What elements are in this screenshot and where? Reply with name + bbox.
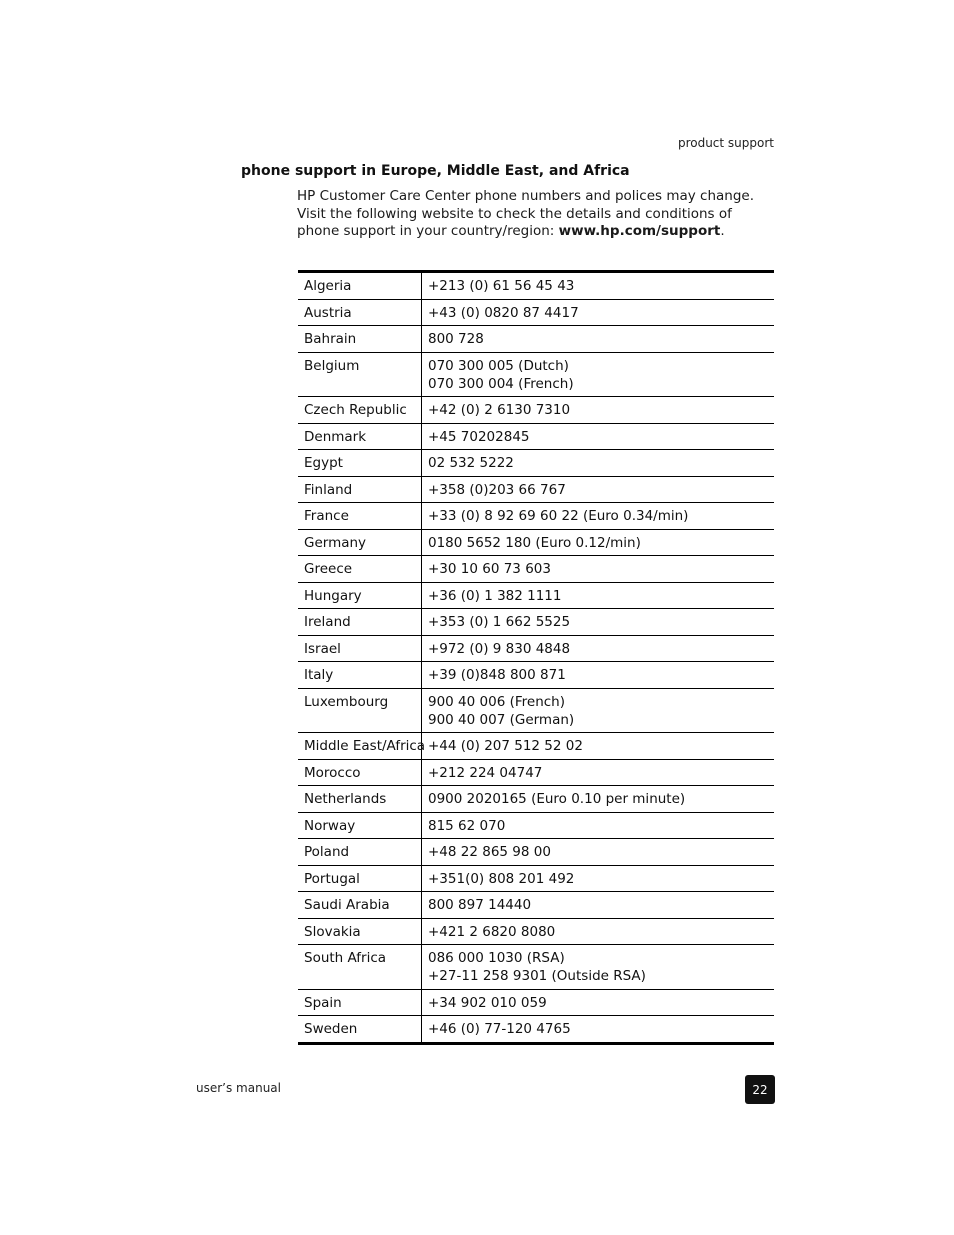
phone-cell [422,397,774,423]
phone-support-table [298,270,774,1045]
phone-cell [422,477,774,503]
country-cell: Germany [298,530,422,556]
phone-number: 0900 2020165 (Euro 0.10 per minute) [428,791,686,807]
table-row [298,353,774,398]
phone-number: 070 300 005 (Dutch) [428,357,569,374]
phone-cell [422,839,774,865]
country-cell: Netherlands [298,786,422,812]
section-title: phone support in Europe, Middle East, and Africa [241,163,630,179]
phone-number: +972 (0) 9 830 4848 [428,640,571,657]
phone-number: +351(0) 808 201 492 [428,870,575,887]
phone-number: +42 (0) 2 6130 7310 [428,402,571,418]
phone-cell [422,353,774,397]
country-cell: Morocco [298,760,422,786]
table-row [298,919,774,946]
table-row [298,503,774,530]
phone-number: 070 300 004 (French) [428,375,574,392]
country-cell: Hungary [298,583,422,609]
phone-number: 815 62 070 [428,817,506,834]
country-cell: France [298,503,422,529]
intro-text: HP Customer Care Center phone numbers and polices may change. Visit the following website to check the details and conditions of phone support in your country/region: [297,188,755,239]
phone-cell [422,866,774,892]
table-row [298,556,774,583]
table-row [298,530,774,557]
phone-number: +36 (0) 1 382 1111 [428,587,562,604]
country-cell: Israel [298,636,422,662]
running-header: product support [677,136,774,150]
country-cell: Algeria [298,273,422,299]
support-url-link[interactable]: www.hp.com/support [558,223,721,239]
phone-cell [422,892,774,918]
table-row [298,689,774,734]
phone-number: 0180 5652 180 (Euro 0.12/min) [428,534,641,551]
phone-cell [422,530,774,556]
country-cell: Luxembourg [298,689,422,733]
phone-cell [422,609,774,635]
phone-cell [422,503,774,529]
phone-cell [422,326,774,352]
footer-manual-label: user’s manual [196,1081,281,1095]
table-row [298,636,774,663]
phone-number: +212 224 04747 [428,764,543,781]
phone-cell [422,689,774,733]
phone-cell [422,990,774,1016]
intro-end: . [720,223,725,239]
phone-number: +34 902 010 059 [428,994,547,1011]
phone-cell [422,556,774,582]
phone-cell [422,733,774,759]
phone-cell [422,636,774,662]
phone-number: 02 532 5222 [428,455,514,471]
table-row [298,397,774,424]
phone-cell [422,786,774,812]
country-cell: Finland [298,477,422,503]
table-row [298,273,774,300]
phone-cell [422,919,774,945]
phone-cell [422,813,774,839]
intro-paragraph [297,188,777,241]
country-cell: Egypt [298,450,422,476]
phone-number: 800 728 [428,331,484,347]
country-cell: Poland [298,839,422,865]
country-cell: Czech Republic [298,397,422,423]
phone-number: +45 70202845 [428,428,530,445]
phone-cell [422,450,774,476]
table-row [298,786,774,813]
phone-number: 900 40 007 (German) [428,711,575,728]
phone-number: +46 (0) 77-120 4765 [428,1021,571,1037]
country-cell: Greece [298,556,422,582]
phone-cell [422,662,774,688]
phone-number: +44 (0) 207 512 52 02 [428,738,583,754]
country-cell: South Africa [298,945,422,989]
table-row [298,326,774,353]
country-cell: Belgium [298,353,422,397]
page-number-badge: 22 [745,1075,775,1104]
table-row [298,892,774,919]
phone-cell [422,760,774,786]
country-cell: Slovakia [298,919,422,945]
table-row [298,477,774,504]
country-cell: Ireland [298,609,422,635]
phone-cell [422,300,774,326]
phone-number: +30 10 60 73 603 [428,561,551,577]
country-cell: Saudi Arabia [298,892,422,918]
table-row [298,813,774,840]
phone-cell [422,1016,774,1042]
table-row [298,300,774,327]
phone-number: +213 (0) 61 56 45 43 [428,278,575,294]
country-cell: Bahrain [298,326,422,352]
table-row [298,945,774,990]
country-cell: Portugal [298,866,422,892]
table-row [298,424,774,451]
country-cell: Denmark [298,424,422,450]
table-row [298,839,774,866]
phone-number: +43 (0) 0820 87 4417 [428,304,579,321]
country-cell: Sweden [298,1016,422,1042]
table-row [298,662,774,689]
phone-number: +358 (0)203 66 767 [428,481,566,498]
phone-number: +48 22 865 98 00 [428,844,551,860]
table-row [298,866,774,893]
country-cell: Norway [298,813,422,839]
phone-number: +421 2 6820 8080 [428,923,556,940]
country-cell: Austria [298,300,422,326]
country-cell: Middle East/Africa [298,733,422,759]
phone-number: 800 897 14440 [428,897,532,913]
phone-number: +353 (0) 1 662 5525 [428,614,571,630]
table-row [298,760,774,787]
phone-cell [422,424,774,450]
table-row [298,733,774,760]
phone-number: 900 40 006 (French) [428,693,565,710]
table-row [298,450,774,477]
phone-number: +27-11 258 9301 (Outside RSA) [428,968,646,984]
phone-cell [422,273,774,299]
phone-number: +33 (0) 8 92 69 60 22 (Euro 0.34/min) [428,508,689,524]
phone-cell [422,945,774,989]
table-row [298,990,774,1017]
phone-cell [422,583,774,609]
phone-number: 086 000 1030 (RSA) [428,950,565,966]
table-row [298,583,774,610]
table-row [298,609,774,636]
country-cell: Italy [298,662,422,688]
table-row [298,1016,774,1042]
country-cell: Spain [298,990,422,1016]
phone-number: +39 (0)848 800 871 [428,667,566,683]
